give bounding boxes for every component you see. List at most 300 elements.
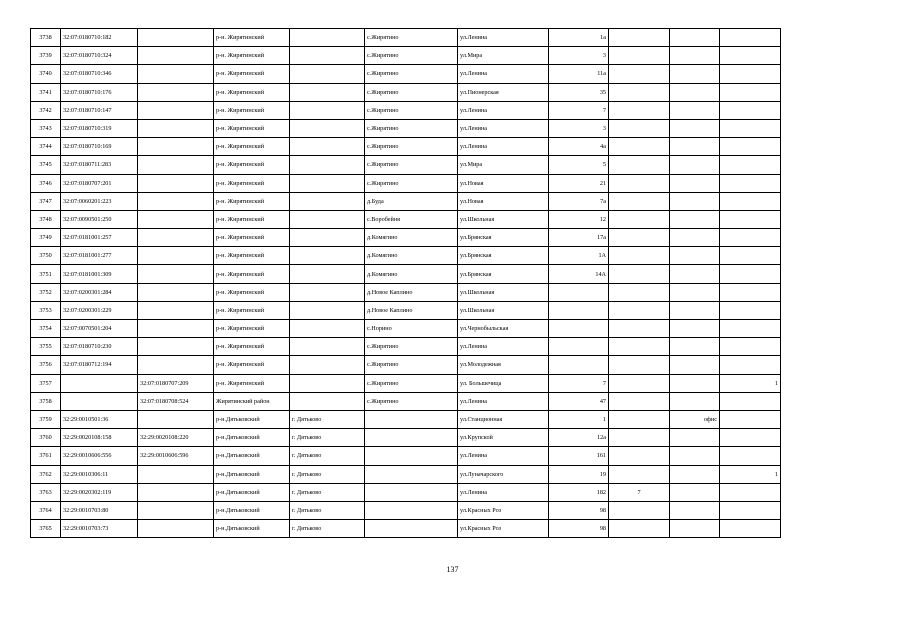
cell-house-number: 12а (549, 429, 609, 447)
cell-district: р-н. Жирятинский (214, 301, 290, 319)
cell-cadastral-number-2 (138, 410, 214, 428)
cell-building (609, 247, 670, 265)
cell-city (290, 356, 365, 374)
cell-city (290, 47, 365, 65)
table-row (31, 301, 781, 319)
cell-street: ул.Луначарского (458, 465, 549, 483)
cell-house-number: 7 (549, 101, 609, 119)
table-row (31, 483, 781, 501)
cell-extra-value (720, 174, 781, 192)
cell-street: ул.Ленина (458, 29, 549, 47)
cell-city (290, 119, 365, 137)
cell-cadastral-number-2 (138, 65, 214, 83)
cell-cadastral-number-2 (138, 265, 214, 283)
cell-city (290, 29, 365, 47)
cell-cadastral-number-2: 32:29:0020108:220 (138, 429, 214, 447)
cell-street: ул.Крупской (458, 429, 549, 447)
cell-row-number: 3738 (31, 29, 61, 47)
cell-house-number: 19 (549, 465, 609, 483)
cell-city (290, 338, 365, 356)
cell-premise (670, 101, 720, 119)
table-row (31, 447, 781, 465)
cell-settlement: с.Жирятино (365, 174, 458, 192)
cell-cadastral-number: 32:29:0010606:556 (61, 447, 138, 465)
cell-premise (670, 520, 720, 538)
cell-cadastral-number: 32:29:0010703:80 (61, 501, 138, 519)
cell-street: ул. Большечица (458, 374, 549, 392)
cell-city: г. Дятьково (290, 447, 365, 465)
cell-district: р-н.Дятьковский (214, 483, 290, 501)
cell-street: ул.Новая (458, 192, 549, 210)
cell-row-number: 3744 (31, 138, 61, 156)
cell-building (609, 338, 670, 356)
cell-cadastral-number: 32:07:0181001:257 (61, 229, 138, 247)
cell-settlement: с.Жирятино (365, 101, 458, 119)
cell-city (290, 210, 365, 228)
cell-house-number: 21 (549, 174, 609, 192)
cell-cadastral-number: 32:07:0200301:284 (61, 283, 138, 301)
cell-district: р-н. Жирятинский (214, 156, 290, 174)
cell-district: р-н. Жирятинский (214, 247, 290, 265)
cell-city (290, 192, 365, 210)
cell-extra-value (720, 138, 781, 156)
cell-building (609, 47, 670, 65)
cell-extra-value (720, 65, 781, 83)
cell-street: ул.Брянская (458, 247, 549, 265)
cell-house-number (549, 301, 609, 319)
cell-street: ул.Ленина (458, 138, 549, 156)
cell-extra-value (720, 29, 781, 47)
cell-premise (670, 83, 720, 101)
cell-city (290, 265, 365, 283)
cell-cadastral-number: 32:29:0010501:36 (61, 410, 138, 428)
cell-row-number: 3746 (31, 174, 61, 192)
cell-row-number: 3762 (31, 465, 61, 483)
cell-cadastral-number: 32:07:0070501:204 (61, 320, 138, 338)
cell-premise (670, 174, 720, 192)
cell-street: ул.Ленина (458, 392, 549, 410)
cell-building (609, 83, 670, 101)
cell-extra-value (720, 192, 781, 210)
cell-district: р-н. Жирятинский (214, 101, 290, 119)
cell-cadastral-number: 32:29:0010703:73 (61, 520, 138, 538)
cell-extra-value (720, 338, 781, 356)
cell-building (609, 119, 670, 137)
cell-city (290, 65, 365, 83)
cell-settlement: с.Воробейня (365, 210, 458, 228)
cell-city: г. Дятьково (290, 501, 365, 519)
cell-house-number: 47 (549, 392, 609, 410)
cell-extra-value (720, 101, 781, 119)
cell-district: р-н. Жирятинский (214, 119, 290, 137)
table-row (31, 83, 781, 101)
cell-row-number: 3752 (31, 283, 61, 301)
cell-extra-value (720, 247, 781, 265)
cell-district: р-н. Жирятинский (214, 374, 290, 392)
cell-premise (670, 301, 720, 319)
cell-extra-value: 1 (720, 374, 781, 392)
cell-district: р-н. Жирятинский (214, 174, 290, 192)
cell-cadastral-number-2 (138, 29, 214, 47)
cell-row-number: 3758 (31, 392, 61, 410)
cell-district: р-н.Дятьковский (214, 501, 290, 519)
cell-street: ул.Чернобыльская (458, 320, 549, 338)
cell-cadastral-number-2 (138, 320, 214, 338)
cell-extra-value (720, 392, 781, 410)
cell-cadastral-number-2 (138, 520, 214, 538)
cell-city (290, 320, 365, 338)
cell-premise (670, 483, 720, 501)
cell-cadastral-number: 32:07:0180710:324 (61, 47, 138, 65)
cell-cadastral-number-2 (138, 283, 214, 301)
cell-district: р-н.Дятьковский (214, 410, 290, 428)
cell-building (609, 374, 670, 392)
cell-extra-value (720, 429, 781, 447)
cell-building (609, 101, 670, 119)
cell-extra-value (720, 156, 781, 174)
table-row (31, 392, 781, 410)
cell-city: г. Дятьково (290, 520, 365, 538)
cell-settlement: с.Жирятино (365, 119, 458, 137)
cell-extra-value (720, 447, 781, 465)
cell-settlement: д.Новое Каплино (365, 283, 458, 301)
cell-settlement (365, 447, 458, 465)
cell-settlement: с.Жирятино (365, 356, 458, 374)
cell-cadastral-number-2 (138, 138, 214, 156)
cell-city (290, 229, 365, 247)
table-row (31, 520, 781, 538)
cell-street: ул.Школьная (458, 210, 549, 228)
cell-building (609, 320, 670, 338)
cell-settlement: с.Норино (365, 320, 458, 338)
cell-cadastral-number-2 (138, 119, 214, 137)
table-row (31, 410, 781, 428)
cell-premise (670, 447, 720, 465)
cell-building (609, 301, 670, 319)
cell-district: р-н. Жирятинский (214, 229, 290, 247)
table-row (31, 265, 781, 283)
cell-street: ул.Красных Роз (458, 501, 549, 519)
table-row (31, 47, 781, 65)
cell-extra-value (720, 301, 781, 319)
cell-cadastral-number-2 (138, 156, 214, 174)
cell-building (609, 520, 670, 538)
cell-premise (670, 320, 720, 338)
cell-cadastral-number: 32:07:0181001:309 (61, 265, 138, 283)
cell-cadastral-number: 32:29:0020302:119 (61, 483, 138, 501)
cell-settlement: с.Жирятино (365, 392, 458, 410)
cell-cadastral-number: 32:07:0180707:201 (61, 174, 138, 192)
cell-house-number: 11а (549, 65, 609, 83)
cell-street: ул.Ленина (458, 65, 549, 83)
cell-extra-value (720, 410, 781, 428)
table-row (31, 283, 781, 301)
cell-extra-value: 1 (720, 465, 781, 483)
cell-extra-value (720, 119, 781, 137)
cell-district: р-н. Жирятинский (214, 338, 290, 356)
cell-house-number: 17а (549, 229, 609, 247)
cell-premise (670, 156, 720, 174)
cell-premise (670, 210, 720, 228)
cell-row-number: 3756 (31, 356, 61, 374)
cell-house-number: 4а (549, 138, 609, 156)
cell-district: р-н. Жирятинский (214, 65, 290, 83)
cell-cadastral-number-2 (138, 47, 214, 65)
cell-cadastral-number-2: 32:07:0180708:524 (138, 392, 214, 410)
table-row (31, 101, 781, 119)
cell-settlement: с.Жирятино (365, 156, 458, 174)
cell-cadastral-number-2 (138, 483, 214, 501)
cell-cadastral-number-2 (138, 301, 214, 319)
cell-premise (670, 283, 720, 301)
cell-cadastral-number: 32:07:0180710:230 (61, 338, 138, 356)
cell-settlement: д.Новое Каплино (365, 301, 458, 319)
table-row (31, 338, 781, 356)
cell-district: Жирятинский район (214, 392, 290, 410)
cell-extra-value (720, 210, 781, 228)
cell-settlement: с.Жирятино (365, 83, 458, 101)
cell-building: 7 (609, 483, 670, 501)
cell-settlement (365, 501, 458, 519)
cell-cadastral-number-2: 32:29:0010606:596 (138, 447, 214, 465)
cell-building (609, 392, 670, 410)
cell-house-number: 98 (549, 501, 609, 519)
cell-house-number: 3 (549, 47, 609, 65)
cell-building (609, 356, 670, 374)
cell-premise (670, 501, 720, 519)
cell-row-number: 3754 (31, 320, 61, 338)
cell-building (609, 501, 670, 519)
cell-row-number: 3748 (31, 210, 61, 228)
cell-row-number: 3763 (31, 483, 61, 501)
cell-district: р-н.Дятьковский (214, 429, 290, 447)
page-number: 137 (446, 565, 459, 574)
cell-house-number: 98 (549, 520, 609, 538)
table-row (31, 374, 781, 392)
cell-settlement (365, 410, 458, 428)
cell-cadastral-number: 32:07:0090501:250 (61, 210, 138, 228)
cell-district: р-н. Жирятинский (214, 29, 290, 47)
cell-house-number: 35 (549, 83, 609, 101)
cell-street: ул.Ленина (458, 101, 549, 119)
cell-row-number: 3743 (31, 119, 61, 137)
cell-cadastral-number: 32:07:0180710:319 (61, 119, 138, 137)
cell-district: р-н. Жирятинский (214, 356, 290, 374)
cell-building (609, 465, 670, 483)
cell-building (609, 210, 670, 228)
cell-street: ул.Брянская (458, 265, 549, 283)
cell-building (609, 192, 670, 210)
cell-settlement: д.Комягино (365, 265, 458, 283)
table-body (31, 29, 781, 538)
cell-extra-value (720, 265, 781, 283)
cell-house-number: 7а (549, 192, 609, 210)
cell-city (290, 283, 365, 301)
cell-cadastral-number-2 (138, 174, 214, 192)
cell-row-number: 3741 (31, 83, 61, 101)
cell-building (609, 229, 670, 247)
cell-row-number: 3750 (31, 247, 61, 265)
cell-row-number: 3739 (31, 47, 61, 65)
cell-district: р-н. Жирятинский (214, 320, 290, 338)
cell-extra-value (720, 283, 781, 301)
cell-city: г. Дятьково (290, 483, 365, 501)
cell-cadastral-number: 32:29:0020108:158 (61, 429, 138, 447)
cell-building (609, 138, 670, 156)
cell-district: р-н. Жирятинский (214, 192, 290, 210)
cell-premise (670, 392, 720, 410)
cell-premise (670, 265, 720, 283)
cell-street: ул.Школьная (458, 283, 549, 301)
cell-row-number: 3759 (31, 410, 61, 428)
cell-premise (670, 65, 720, 83)
cell-cadastral-number: 32:07:0180710:182 (61, 29, 138, 47)
table-row (31, 192, 781, 210)
cell-city (290, 392, 365, 410)
cell-cadastral-number-2 (138, 229, 214, 247)
cell-cadastral-number: 32:07:0200301:229 (61, 301, 138, 319)
cell-district: р-н. Жирятинский (214, 265, 290, 283)
cell-house-number: 161 (549, 447, 609, 465)
cell-cadastral-number (61, 392, 138, 410)
cell-premise (670, 247, 720, 265)
cell-row-number: 3764 (31, 501, 61, 519)
cell-settlement: д.Комягино (365, 229, 458, 247)
cell-city (290, 156, 365, 174)
cell-extra-value (720, 320, 781, 338)
table-row (31, 138, 781, 156)
cell-premise (670, 138, 720, 156)
cell-district: р-н. Жирятинский (214, 83, 290, 101)
cell-cadastral-number-2 (138, 83, 214, 101)
cell-settlement (365, 483, 458, 501)
cell-building (609, 429, 670, 447)
cell-house-number: 12 (549, 210, 609, 228)
cell-settlement: с.Жирятино (365, 138, 458, 156)
cell-street: ул.Ленина (458, 119, 549, 137)
cell-building (609, 174, 670, 192)
cell-building (609, 65, 670, 83)
cell-building (609, 410, 670, 428)
cell-row-number: 3747 (31, 192, 61, 210)
cell-city (290, 301, 365, 319)
cell-city (290, 174, 365, 192)
table-row (31, 174, 781, 192)
cell-building (609, 447, 670, 465)
cell-building (609, 29, 670, 47)
cell-city (290, 101, 365, 119)
cell-row-number: 3749 (31, 229, 61, 247)
cell-cadastral-number-2 (138, 338, 214, 356)
cell-premise (670, 29, 720, 47)
cell-cadastral-number: 32:07:0180711:283 (61, 156, 138, 174)
cell-city (290, 374, 365, 392)
cell-building (609, 283, 670, 301)
cell-extra-value (720, 520, 781, 538)
cell-building (609, 156, 670, 174)
cell-cadastral-number: 32:07:0180710:346 (61, 65, 138, 83)
cell-house-number: 182 (549, 483, 609, 501)
cell-cadastral-number: 32:29:0010306:11 (61, 465, 138, 483)
cell-cadastral-number-2 (138, 192, 214, 210)
cell-cadastral-number-2 (138, 210, 214, 228)
cell-street: ул.Мира (458, 47, 549, 65)
cell-cadastral-number-2 (138, 101, 214, 119)
table-row (31, 156, 781, 174)
cell-settlement: с.Жирятино (365, 47, 458, 65)
cell-settlement: с.Жирятино (365, 374, 458, 392)
cell-house-number (549, 283, 609, 301)
cell-extra-value (720, 483, 781, 501)
cell-premise (670, 47, 720, 65)
cell-cadastral-number: 32:07:0060201:223 (61, 192, 138, 210)
cell-city (290, 83, 365, 101)
cell-settlement (365, 520, 458, 538)
cell-row-number: 3755 (31, 338, 61, 356)
cell-premise: офис (670, 410, 720, 428)
cell-city: г. Дятьково (290, 410, 365, 428)
cell-row-number: 3740 (31, 65, 61, 83)
cell-row-number: 3751 (31, 265, 61, 283)
table-row (31, 229, 781, 247)
cell-district: р-н.Дятьковский (214, 520, 290, 538)
cell-cadastral-number-2 (138, 356, 214, 374)
cell-row-number: 3757 (31, 374, 61, 392)
cell-settlement: с.Жирятино (365, 29, 458, 47)
cell-district: р-н.Дятьковский (214, 465, 290, 483)
cell-premise (670, 229, 720, 247)
cell-district: р-н. Жирятинский (214, 210, 290, 228)
cell-row-number: 3745 (31, 156, 61, 174)
table-row (31, 465, 781, 483)
table-row (31, 247, 781, 265)
cell-settlement: с.Жирятино (365, 65, 458, 83)
cell-street: ул.Станционная (458, 410, 549, 428)
cell-premise (670, 192, 720, 210)
cell-cadastral-number-2 (138, 501, 214, 519)
cell-settlement: с.Жирятино (365, 338, 458, 356)
cell-district: р-н. Жирятинский (214, 283, 290, 301)
cell-settlement: д.Буда (365, 192, 458, 210)
table-row (31, 320, 781, 338)
cell-extra-value (720, 47, 781, 65)
table-row (31, 119, 781, 137)
table-row (31, 429, 781, 447)
cell-house-number: 1А (549, 247, 609, 265)
cell-premise (670, 119, 720, 137)
cell-street: ул.Ленина (458, 483, 549, 501)
cell-cadastral-number-2 (138, 465, 214, 483)
cell-cadastral-number: 32:07:0180710:176 (61, 83, 138, 101)
cell-row-number: 3761 (31, 447, 61, 465)
cell-city (290, 138, 365, 156)
cell-row-number: 3765 (31, 520, 61, 538)
cell-house-number (549, 338, 609, 356)
cell-premise (670, 374, 720, 392)
cell-cadastral-number: 32:07:0180710:147 (61, 101, 138, 119)
cell-premise (670, 356, 720, 374)
cell-house-number: 5 (549, 156, 609, 174)
cell-street: ул.Мира (458, 156, 549, 174)
cell-house-number: 7 (549, 374, 609, 392)
cell-house-number (549, 320, 609, 338)
cell-cadastral-number (61, 374, 138, 392)
cell-settlement: д.Комягино (365, 247, 458, 265)
cell-street: ул.Красных Роз (458, 520, 549, 538)
cell-street: ул.Ленина (458, 338, 549, 356)
cell-street: ул.Ленина (458, 447, 549, 465)
cell-street: ул.Пионерская (458, 83, 549, 101)
